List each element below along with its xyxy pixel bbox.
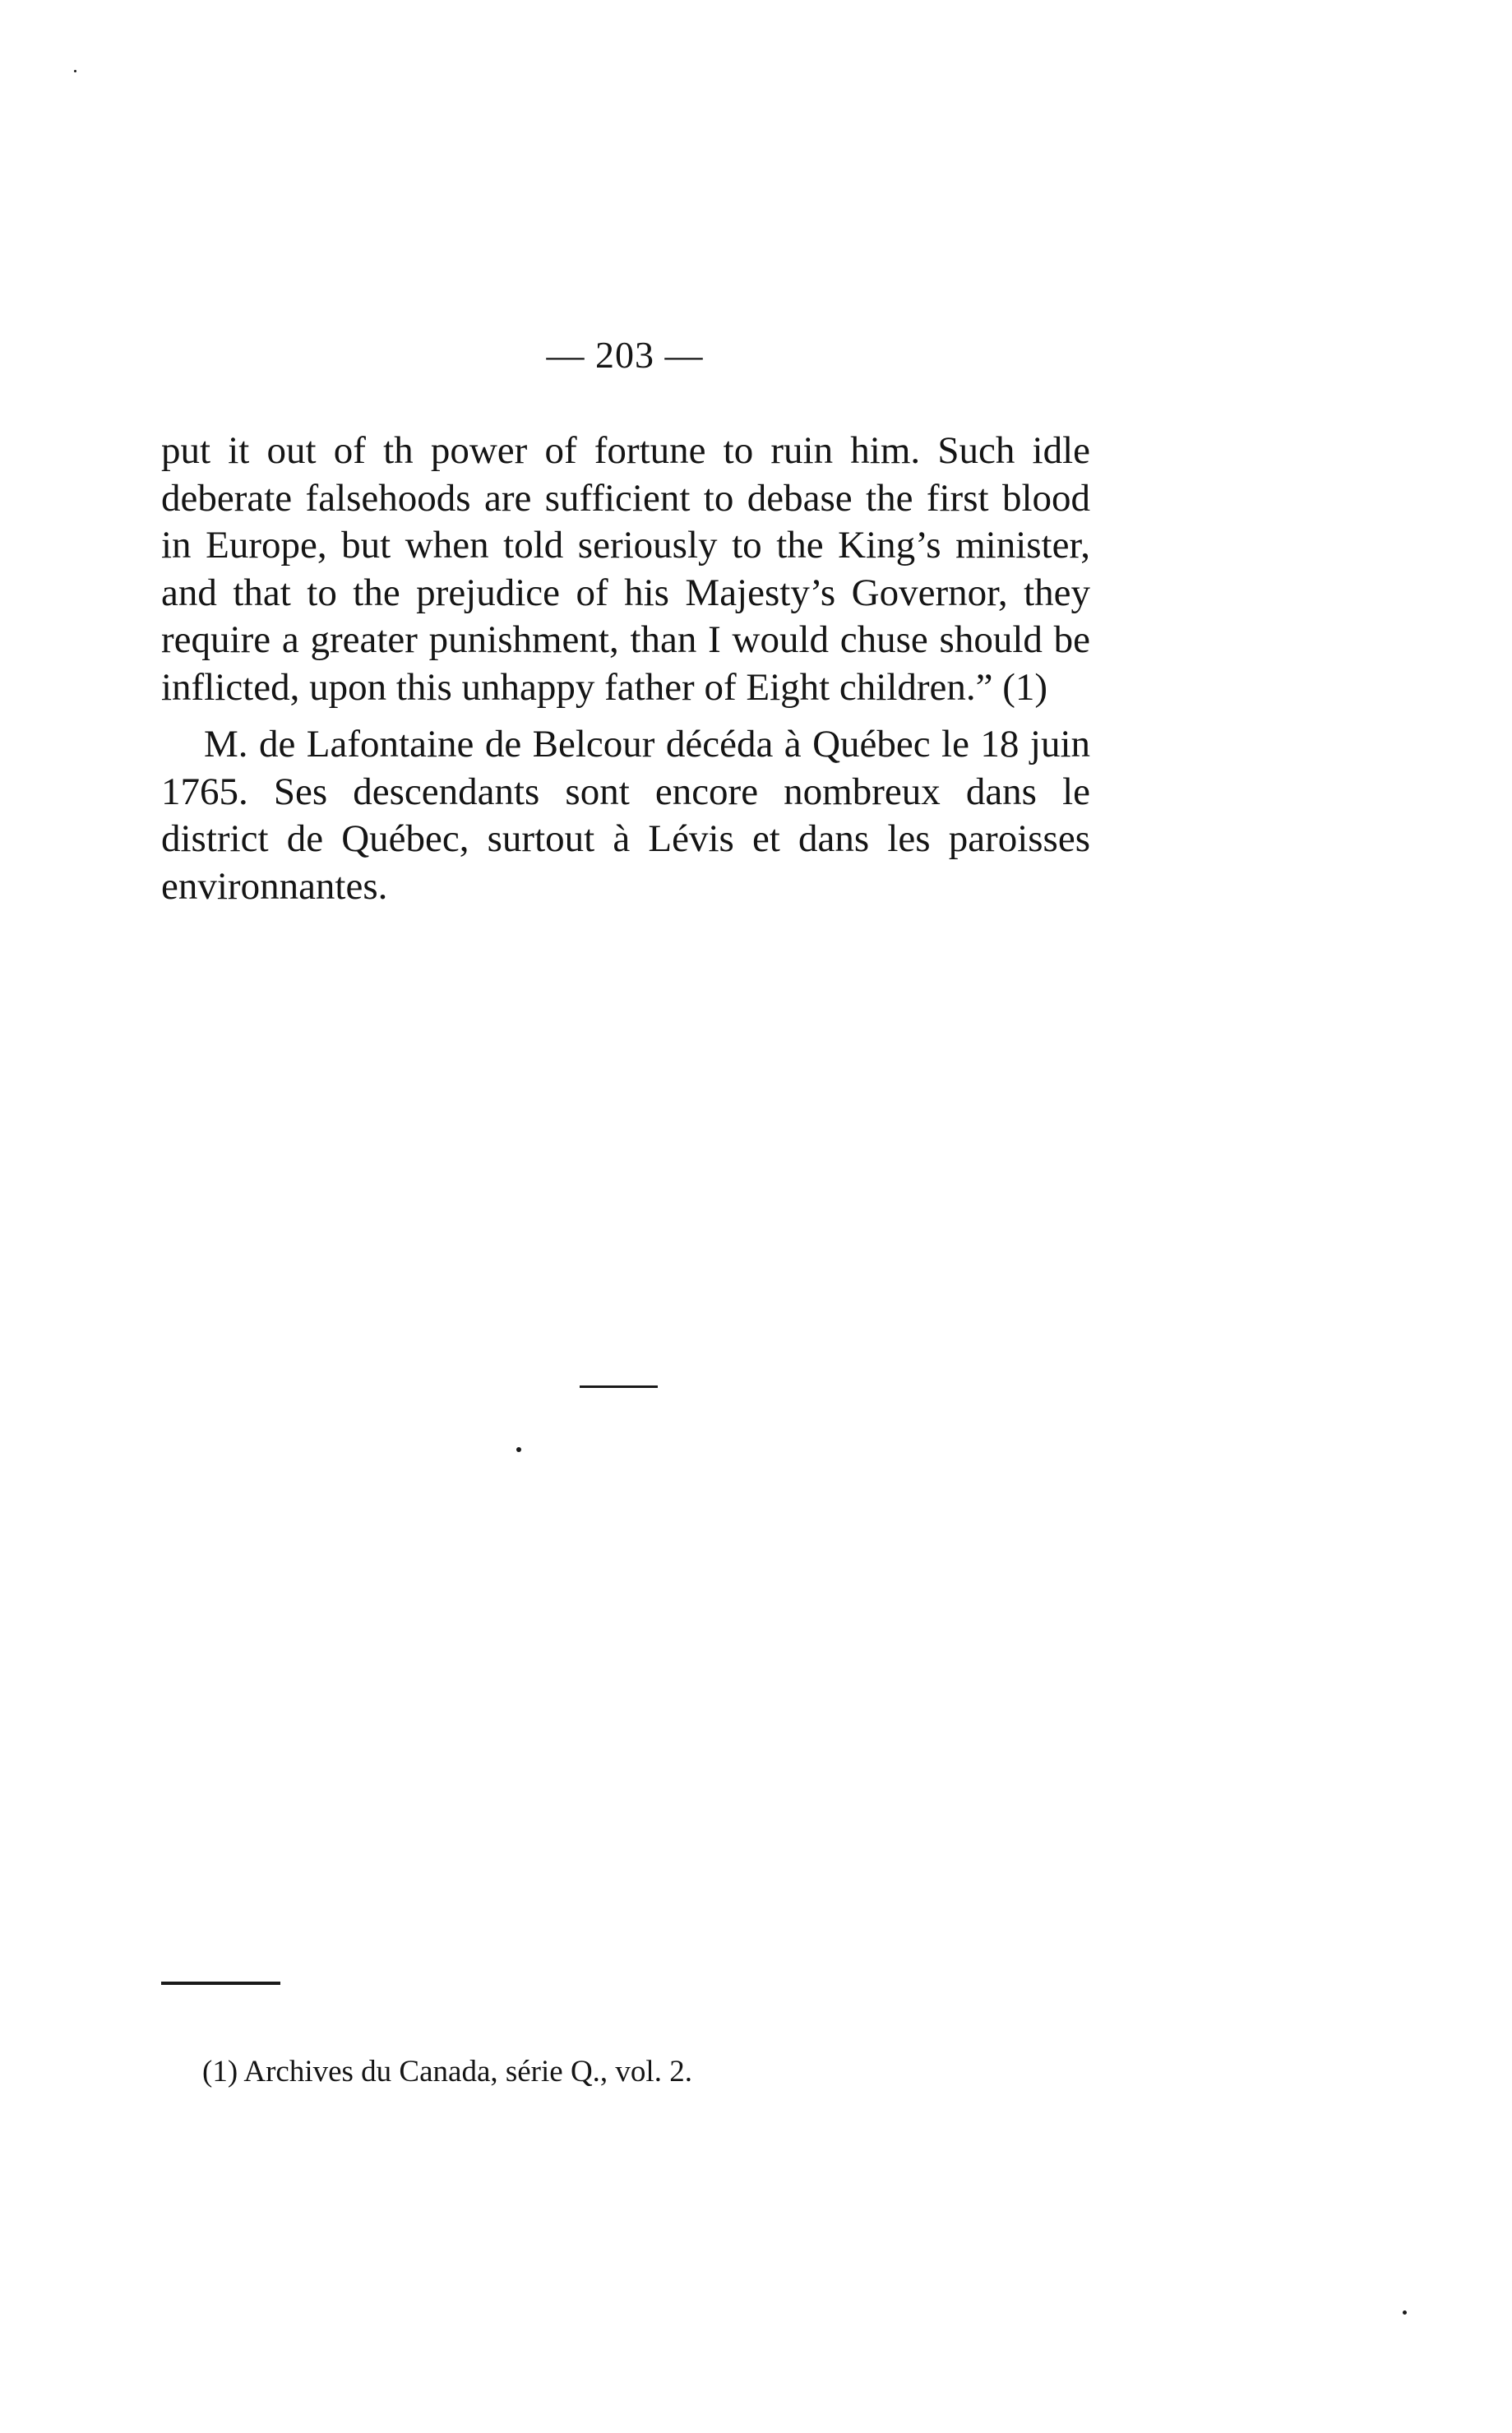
ink-speck [516, 1447, 521, 1452]
ink-speck [74, 70, 76, 72]
section-divider [580, 1385, 658, 1388]
body-text [161, 428, 1090, 910]
page-number: — 203 — [546, 334, 704, 376]
paragraph-letter-quote: put it out of th power of fortune to ruin him. Such idle deberate falsehoods are sufficient to debase the first blood in Europe, but when told seriously to the King’s minister, and that to the prejudice of his Majesty’s Governor, they require a greater punishment, than I would chuse should be inflicted, upon this unhappy father of Eight children.” (1) [161, 429, 1090, 709]
ink-speck [1403, 2310, 1407, 2315]
footnote: (1) Archives du Canada, série Q., vol. 2. [202, 2055, 692, 2088]
footnote-rule [161, 1982, 280, 1985]
paragraph-belcour-death: M. de Lafontaine de Belcour décéda à Québec le 18 juin 1765. Ses descendants sont encore nombreux dans le district de Québec, surtout à Lévis et dans les paroisses environnantes. [161, 723, 1090, 908]
